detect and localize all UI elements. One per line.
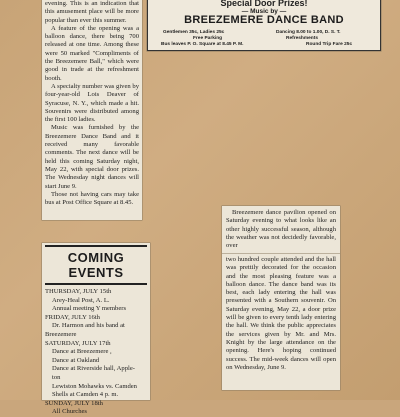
news-clipping-opening-report (42, 0, 142, 220)
coming-events-title: COMING EVENTS (45, 245, 147, 285)
article-paragraph: A specialty number was given by four-year-old Lois Deaver of Syracuse, N. Y., which made a hit. Souvenirs were distributed among the first 100 ladies. (45, 82, 139, 124)
ad-parking: Free Parking (193, 36, 223, 41)
news-clipping-pavilion-intro (222, 206, 340, 258)
event-line: Annual meeting Y members (52, 305, 127, 313)
event-line: Dance at Breezemere , (52, 348, 112, 356)
event-line: Lewiston Mohawks vs. Camden (52, 382, 137, 390)
article-paragraph: Those not having cars may take bus at Post Office Square at 8.45. (45, 190, 139, 207)
article-intro: Breezemere dance pavilion opened on Saturday evening to what looks like an other highly successful season, although the weather was not decidedly favorable, over (226, 209, 336, 250)
event-line: Dance at Riverside hall, Apple- (52, 365, 135, 373)
event-line: Shells at Camden 4 p. m. (52, 391, 119, 399)
event-line: SUNDAY, JULY 18th (45, 399, 103, 407)
ad-headline: Special Door Prizes! (220, 0, 308, 8)
dance-advertisement (147, 0, 381, 51)
article-paragraph: A feature of the opening was a balloon dance, there being 700 released at one time. Among these were 50 marked "Compliments of the Breezemere Ball," which were good in trade at the refreshment booth. (45, 24, 139, 82)
event-line: Dr. Harmon and his band at (52, 322, 125, 330)
ad-music-by: — Music by — (241, 8, 287, 15)
event-line: Dance at Oakland (52, 356, 100, 364)
article-paragraph: evening. This is an indication that this amusement place will be more popular than ever this summer. (45, 0, 139, 24)
event-line: Breezemere (45, 330, 77, 338)
event-line: ton (52, 373, 61, 381)
event-line: SATURDAY, JULY 17th (45, 339, 111, 347)
coming-events-clipping (42, 243, 150, 416)
event-line: Arey-Heal Post, A. L. (52, 296, 110, 304)
ad-bus-info: Bus leaves P. O. Square at 8.45 P. M. (161, 42, 244, 47)
ad-refreshments: Refreshments (286, 36, 318, 41)
event-line: FRIDAY, JULY 16th (45, 313, 100, 321)
article-paragraph: Music was furnished by the Breezemere Dance Band and it received many favorable comments. The next dance will be held this coming Saturday night, May 22, with special door prizes. The Wednesday night dances will start June 9. (45, 124, 139, 190)
event-line: THURSDAY, JULY 15th (45, 288, 112, 295)
event-line: All Churches (52, 408, 87, 416)
ad-band-name: BREEZEMERE DANCE BAND (184, 14, 344, 26)
coming-events-list (45, 288, 147, 417)
ad-fare: Round Trip Fare 25c (306, 42, 353, 47)
ad-dancing-hours: Dancing 8.00 to 1.00, D. S. T. (276, 30, 341, 35)
ad-admission: Gentlemen 35c, Ladies 25c (163, 30, 225, 35)
article-body: two hundred couple attended and the hall was prettily decorated for the occasion and the most pleasing feature was a balloon dance. The dance band was its best, each lady entering the hall was presented with a Southern souvenir. On Saturday evening, May 22, a door prize will be given to every tenth lady entering the hall. We think the public appreciates the services given by Mr. and Mrs. Knight by the large attendance on the opening. Here's hoping continued success. The mid-week dances will open on Wednesday, June 9. (226, 256, 336, 371)
news-clipping-pavilion-body (222, 254, 340, 390)
